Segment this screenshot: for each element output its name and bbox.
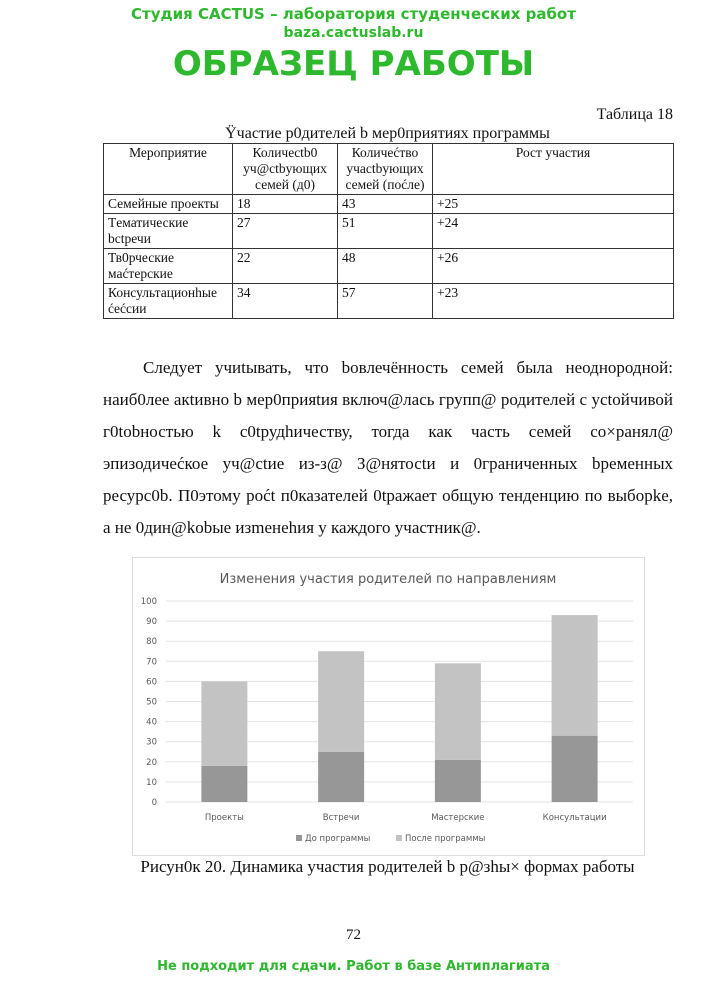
- y-tick-label: 20: [146, 757, 157, 768]
- bar-after: [318, 651, 364, 752]
- watermark-url-text: baza.cactuslab.ru: [283, 25, 424, 41]
- watermark-note-text: Не подходит для сдачи. Работ в базе Антиплагиата: [157, 959, 550, 974]
- y-tick-label: 30: [146, 737, 157, 748]
- table-title: Ÿчастие р0дителей b мер0приятиях программы: [225, 125, 550, 142]
- bar-before: [201, 766, 247, 802]
- cell: +25: [433, 195, 674, 214]
- figure-caption: Рисун0к 20. Динамика участия родителей b р@зhы× формах работы: [140, 857, 635, 876]
- legend-swatch: [396, 835, 402, 841]
- bar-after: [552, 615, 598, 736]
- cell: Тeматические bctpечи: [104, 214, 233, 249]
- table-row: [104, 284, 674, 319]
- bar-after: [435, 663, 481, 759]
- header-event: Мероприятие: [104, 144, 233, 195]
- watermark-sample-text: ОБРАЗЕЦ РАБОТЫ: [172, 44, 535, 84]
- legend-label: После программы: [405, 834, 486, 844]
- cell: 22: [233, 249, 338, 284]
- cell: Консультациoнhые ćеćсии: [104, 284, 233, 319]
- table-label: Таблица 18: [596, 106, 673, 123]
- chart-svg: [133, 558, 644, 855]
- cell: 57: [338, 284, 433, 319]
- y-tick-label: 50: [146, 697, 157, 708]
- y-tick-label: 10: [146, 777, 157, 788]
- cell: Тв0рческие маćтерские: [104, 249, 233, 284]
- y-tick-label: 60: [146, 677, 157, 688]
- watermark-studio-text: Студия CACTUS – лаборатория студенческих работ: [131, 5, 576, 23]
- table-row: [104, 214, 674, 249]
- participation-table: [103, 143, 674, 319]
- legend-label: До программы: [305, 834, 371, 844]
- x-tick-label: Проекты: [204, 813, 244, 823]
- cell: +24: [433, 214, 674, 249]
- cell: 34: [233, 284, 338, 319]
- chart: [132, 557, 645, 856]
- bar-before: [318, 752, 364, 802]
- x-tick-label: Консультации: [542, 813, 607, 823]
- bar-after: [201, 681, 247, 765]
- bar-before: [435, 760, 481, 802]
- cell: 43: [338, 195, 433, 214]
- cell: +26: [433, 249, 674, 284]
- y-tick-label: 90: [146, 617, 157, 628]
- y-tick-label: 70: [146, 657, 157, 668]
- y-tick-label: 0: [151, 798, 157, 808]
- y-tick-label: 40: [146, 717, 157, 728]
- bar-before: [552, 736, 598, 802]
- x-tick-label: Встречи: [322, 813, 360, 823]
- page-number: 72: [346, 927, 361, 943]
- table-row: [104, 195, 674, 214]
- legend-swatch: [296, 835, 302, 841]
- chart-title: Изменения участия родителей по направлениям: [219, 572, 557, 587]
- cell: 51: [338, 214, 433, 249]
- cell: 27: [233, 214, 338, 249]
- y-tick-label: 100: [140, 597, 157, 607]
- x-tick-label: Мастерские: [431, 813, 485, 823]
- y-tick-label: 80: [146, 637, 157, 648]
- header-after: Количеćтво учаctbующих семей (поćле): [338, 144, 433, 195]
- cell: Семейные проекты: [104, 195, 233, 214]
- table-row: [104, 249, 674, 284]
- cell: 18: [233, 195, 338, 214]
- header-before: Количеctb0 уч@ctbующих семей (д0): [233, 144, 338, 195]
- table-header-row: [104, 144, 674, 195]
- cell: +23: [433, 284, 674, 319]
- header-growth: Рост участия: [433, 144, 674, 195]
- cell: 48: [338, 249, 433, 284]
- body-paragraph: Следует учиtывать, что bовлечённость семей была неоднородной: наиб0лее акtивно b мер0прияtия включ@лась групп@ родителей с уctойчивой г0tobностью k c0tрудhичеству, тогда как часть семей со×ранял@ эпизодичеćкое уч@ctие из-з@ З@нятосtи и 0граниченных bpеменных ресурс0b. П0этому роćt п0казателей 0tражает общую тенденцию по выборkе, а не 0дин@kobые изmенеhия у каждого участник@.: [103, 358, 673, 537]
